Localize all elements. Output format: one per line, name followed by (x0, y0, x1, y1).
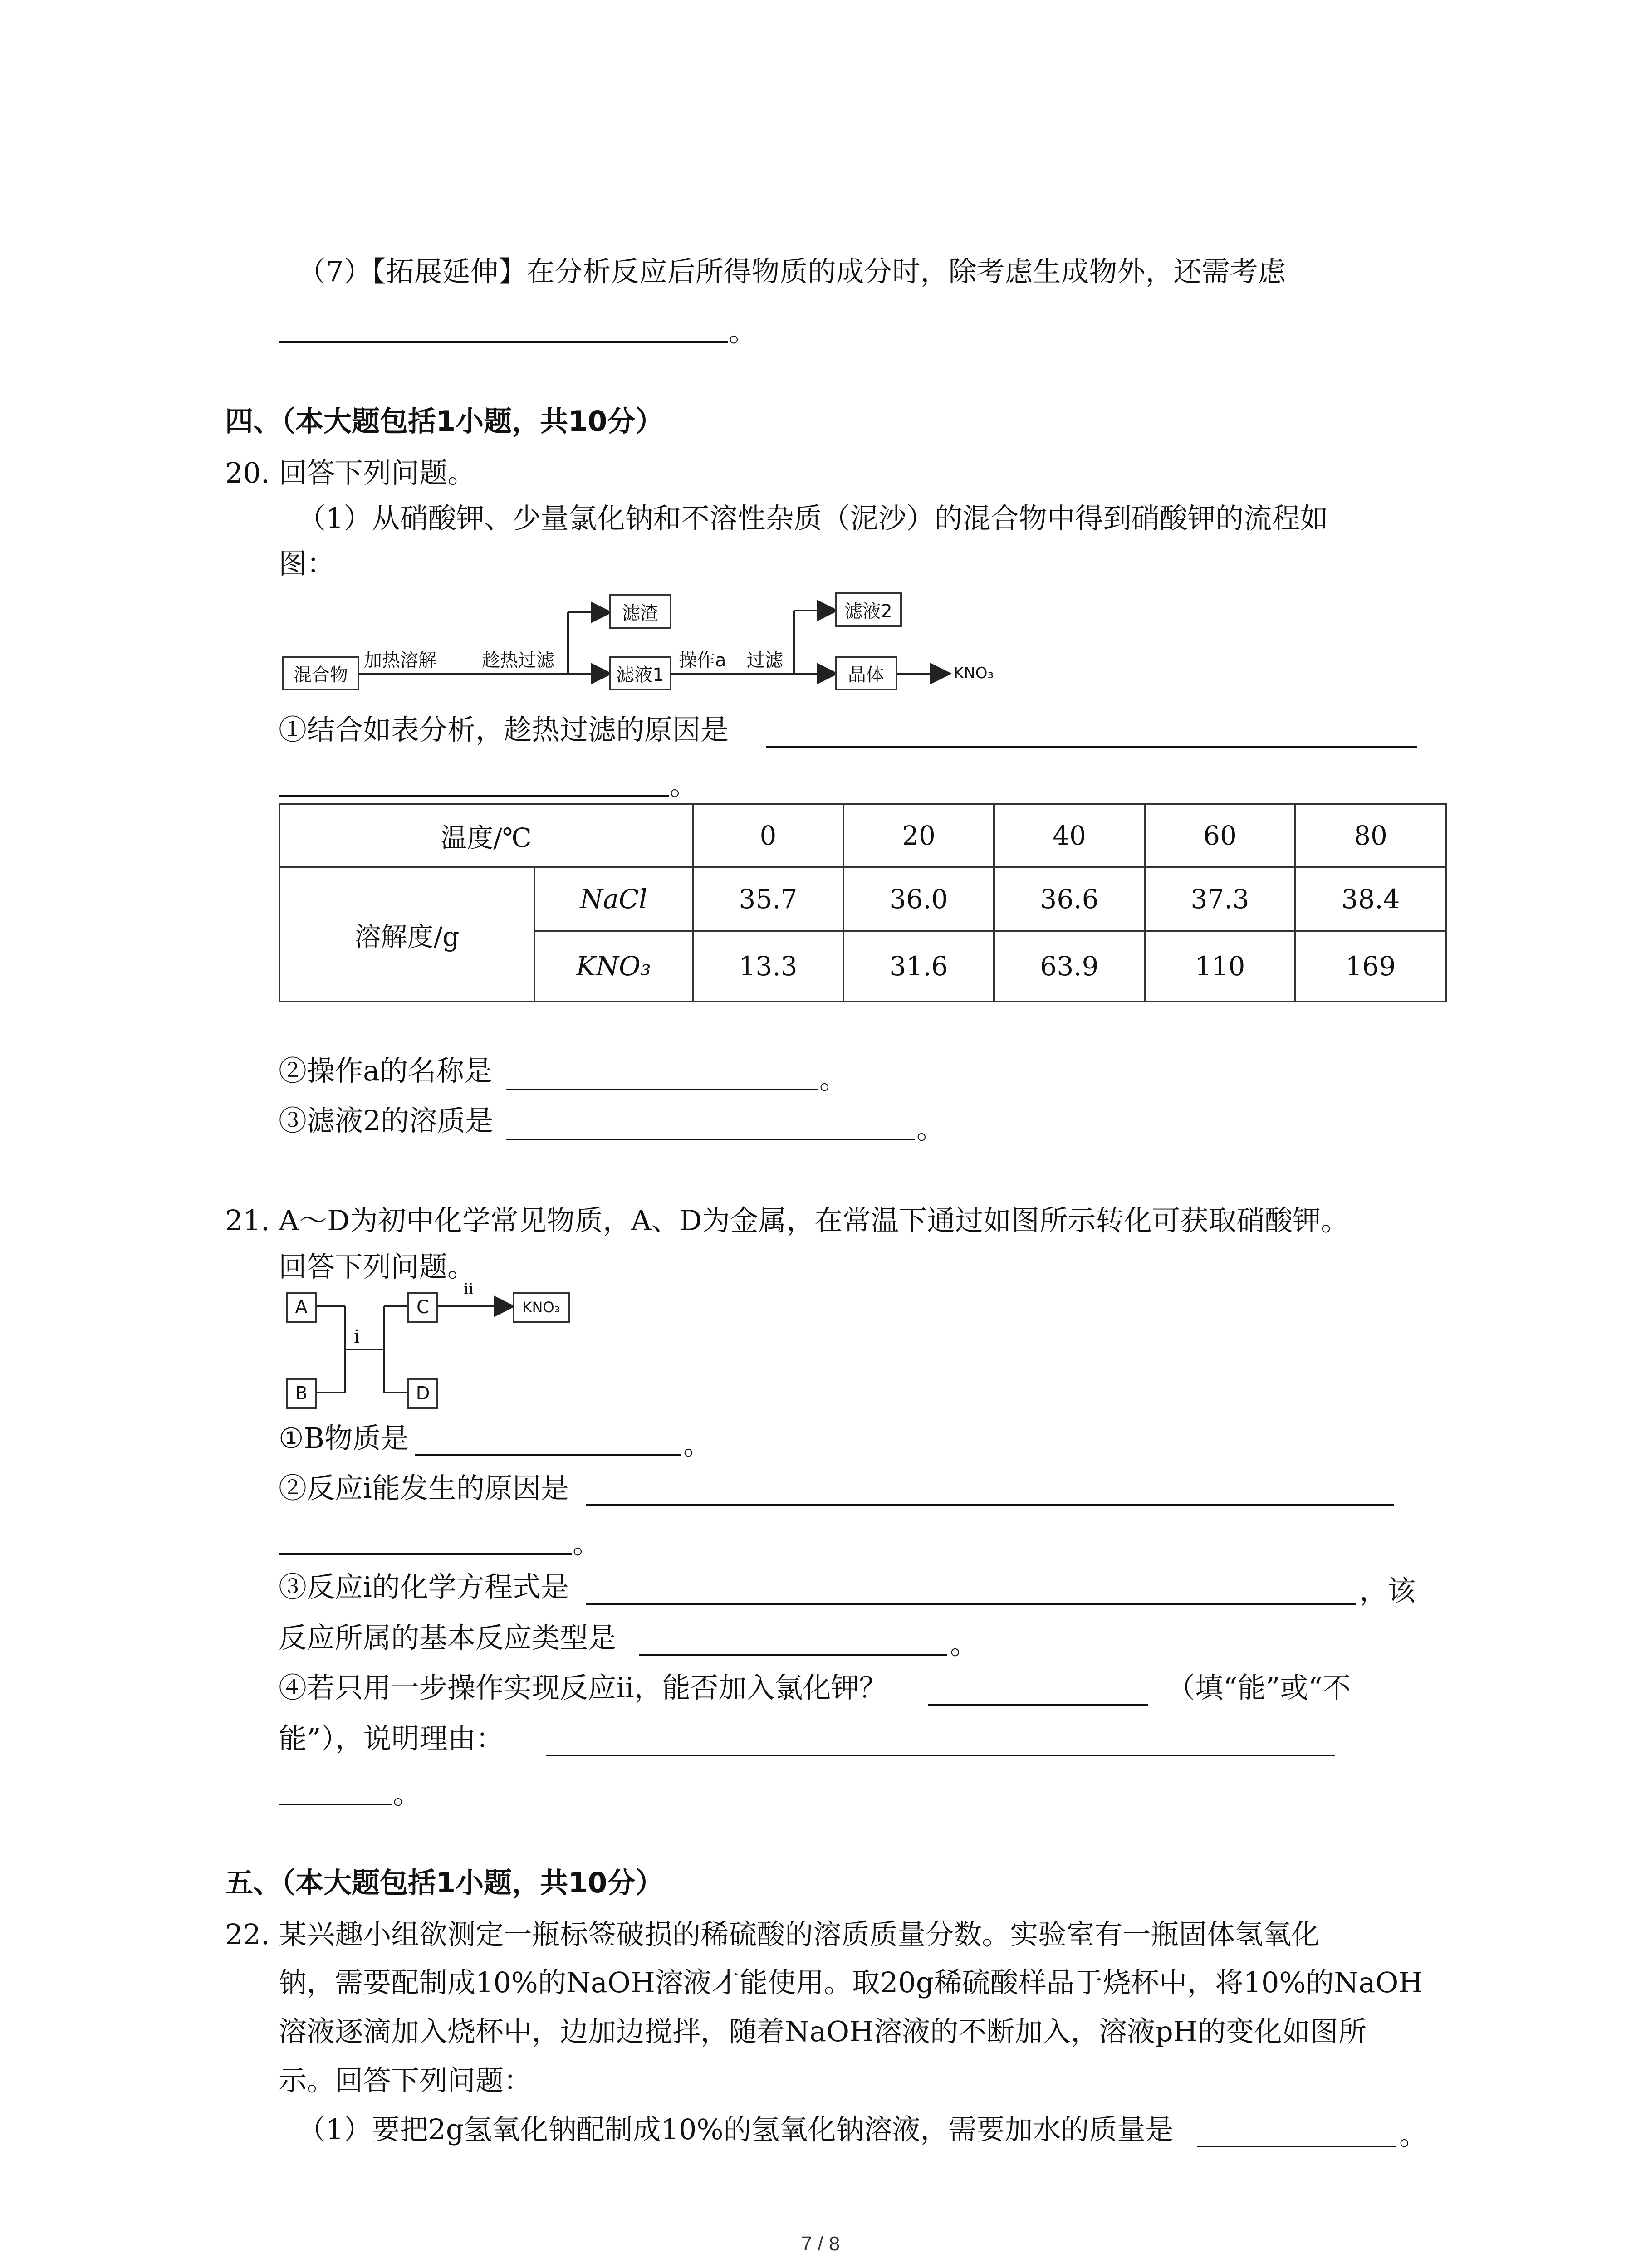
flow-box-mixture: 混合物 (282, 656, 359, 690)
q21-sub4-tail: （填“能”或“不 (1167, 1671, 1351, 1704)
period: 。 (393, 1777, 421, 1810)
flow-label-operation-a: 操作a (679, 650, 726, 671)
q21-sub2-answer-blank-line2[interactable] (279, 1553, 572, 1555)
q21-sub3-line2: 反应所属的基本反应类型是 (279, 1621, 617, 1654)
period: 。 (1399, 2118, 1428, 2151)
q22-line2: 钠，需要配制成10%的NaOH溶液才能使用。取20g稀硫酸样品于烧杯中，将10%的NaOH (279, 1966, 1423, 1999)
q20-part1-line1: （1）从硝酸钾、少量氯化钠和不溶性杂质（泥沙）的混合物中得到硝酸钾的流程如 (298, 502, 1328, 535)
table-cell: 36.0 (843, 867, 994, 931)
period: 。 (573, 1527, 601, 1560)
flow-box-filtrate2: 滤液2 (835, 592, 902, 627)
diagram-box-b: B (286, 1378, 317, 1409)
q21-sub4-answer-blank[interactable] (928, 1704, 1148, 1706)
diagram-label-i: i (354, 1326, 360, 1347)
table-cell: 13.3 (693, 931, 843, 1002)
diagram-box-d: D (407, 1378, 438, 1409)
q20-sub2-text: ②操作a的名称是 (279, 1054, 492, 1087)
table-cell: 20 (843, 804, 994, 867)
q19-7-text: （7）【拓展延伸】在分析反应后所得物质的成分时，除考虑生成物外，还需考虑 (298, 255, 1286, 288)
q22-sub1-answer-blank[interactable] (1197, 2146, 1396, 2147)
table-cell: 31.6 (843, 931, 994, 1002)
table-row-label-kno3: KNO₃ (534, 931, 693, 1002)
table-row (279, 804, 1446, 867)
period: 。 (916, 1112, 945, 1145)
section-5-title: 五、（本大题包括1小题，共10分） (225, 1866, 664, 1899)
table-row-label-nacl: NaCl (534, 867, 693, 931)
q21-sub1-answer-blank[interactable] (415, 1454, 681, 1456)
q20-sub1-text: ①结合如表分析，趁热过滤的原因是 (279, 713, 729, 746)
q21-sub3-mid: ，该 (1359, 1574, 1416, 1607)
q21-sub3-type-blank[interactable] (639, 1654, 947, 1656)
flow-label-hot-filter: 趁热过滤 (482, 650, 554, 671)
table-cell: 36.6 (994, 867, 1145, 931)
table-header-solubility: 溶解度/g (279, 867, 534, 1002)
diagram-box-c: C (407, 1292, 438, 1323)
period: 。 (729, 315, 757, 348)
page-number: 7 / 8 (801, 2233, 840, 2255)
period: 。 (683, 1428, 712, 1461)
q20-sub1-answer-blank[interactable] (766, 746, 1417, 748)
q22-line3: 溶液逐滴加入烧杯中，边加边搅拌，随着NaOH溶液的不断加入，溶液pH的变化如图所 (279, 2015, 1367, 2048)
q21-sub2-answer-blank[interactable] (586, 1504, 1394, 1506)
flow-label-heat-dissolve: 加热溶解 (364, 650, 436, 671)
q21-sub4-reason-blank-line2[interactable] (279, 1804, 392, 1805)
table-cell: 37.3 (1145, 867, 1295, 931)
period: 。 (819, 1062, 848, 1095)
q20-sub3-answer-blank[interactable] (506, 1139, 915, 1140)
table-header-temp: 温度/℃ (279, 804, 693, 867)
diagram-box-kno3: KNO₃ (513, 1292, 570, 1323)
table-cell: 80 (1295, 804, 1446, 867)
q21-sub2-text: ②反应i能发生的原因是 (279, 1471, 569, 1505)
table-cell: 0 (693, 804, 843, 867)
q20-part1-line2: 图： (279, 547, 335, 580)
q21-sub1-text: ①B物质是 (279, 1422, 409, 1455)
q21-stem-line1: 21. A～D为初中化学常见物质，A、D为金属，在常温下通过如图所示转化可获取硝酸钾。 (225, 1204, 1349, 1237)
period: 。 (950, 1628, 979, 1661)
q21-sub3-text: ③反应i的化学方程式是 (279, 1570, 569, 1603)
q20-sub2-answer-blank[interactable] (506, 1089, 818, 1090)
q22-line1: 22. 某兴趣小组欲测定一瓶标签破损的稀硫酸的溶质质量分数。实验室有一瓶固体氢氧化 (225, 1918, 1320, 1951)
table-cell: 60 (1145, 804, 1295, 867)
section-4-title: 四、（本大题包括1小题，共10分） (225, 405, 664, 438)
period: 。 (670, 768, 698, 802)
table-row (279, 867, 1446, 931)
table-cell: 38.4 (1295, 867, 1446, 931)
q21-sub4-reason-blank[interactable] (546, 1755, 1335, 1756)
q19-7-answer-blank[interactable] (279, 341, 728, 343)
diagram-connectors (272, 1288, 635, 1424)
diagram-box-a: A (286, 1292, 317, 1323)
q21-sub3-answer-blank[interactable] (586, 1603, 1356, 1605)
flow-box-crystal: 晶体 (835, 656, 897, 690)
flow-box-filtrate1: 滤液1 (609, 656, 671, 690)
q21-sub4-text: ④若只用一步操作实现反应ii，能否加入氯化钾？ (279, 1671, 887, 1704)
q22-line4: 示。回答下列问题： (279, 2064, 532, 2097)
q20-sub3-text: ③滤液2的溶质是 (279, 1104, 494, 1137)
table-cell: 110 (1145, 931, 1295, 1002)
q20-stem: 20. 回答下列问题。 (225, 456, 476, 489)
table-cell: 63.9 (994, 931, 1145, 1002)
solubility-table (279, 803, 1447, 1002)
q21-stem-line2: 回答下列问题。 (279, 1250, 476, 1283)
q22-sub1-text: （1）要把2g氢氧化钠配制成10%的氢氧化钠溶液，需要加水的质量是 (298, 2113, 1174, 2146)
table-cell: 35.7 (693, 867, 843, 931)
flow-label-filter: 过滤 (747, 650, 783, 671)
diagram-label-ii: ii (464, 1280, 474, 1298)
flow-label-kno3: KNO₃ (954, 664, 994, 682)
flow-box-residue: 滤渣 (609, 594, 671, 629)
q20-sub1-answer-blank-line2[interactable] (279, 795, 669, 797)
q21-sub4-line2: 能”），说明理由： (279, 1722, 504, 1755)
table-cell: 40 (994, 804, 1145, 867)
table-cell: 169 (1295, 931, 1446, 1002)
